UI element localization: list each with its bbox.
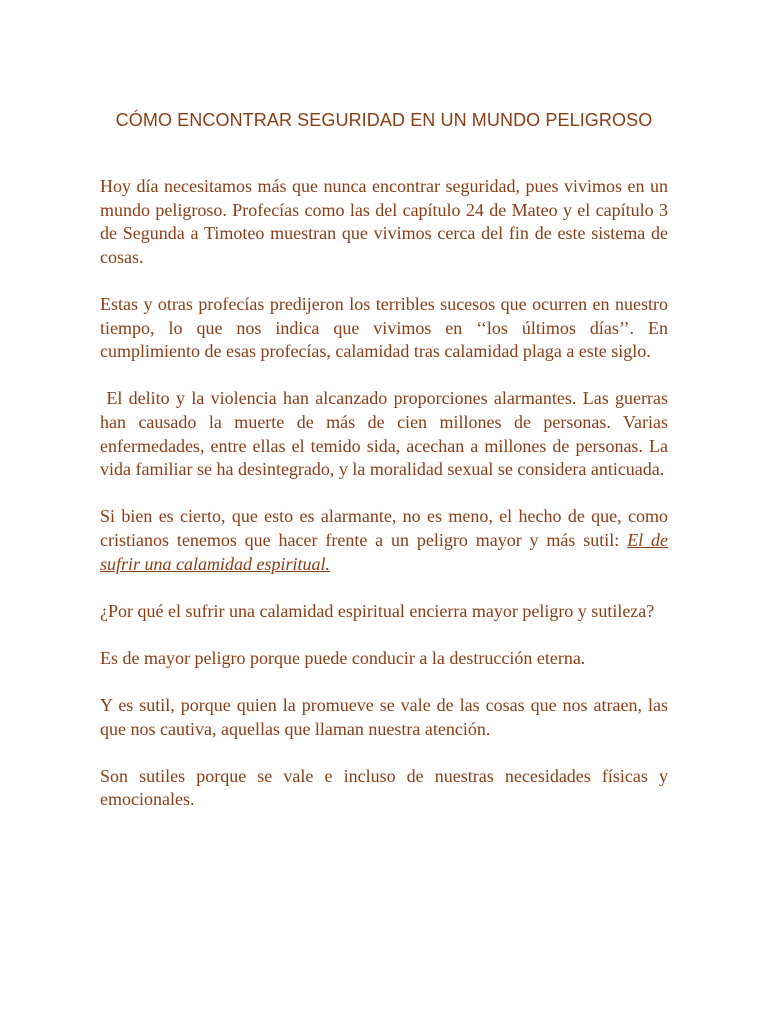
paragraph-7: Y es sutil, porque quien la promueve se vale de las cosas que nos atraen, las que nos cautiva, aquellas que llaman nuestra atención. — [100, 695, 668, 739]
paragraph-6: Es de mayor peligro porque puede conducir a la destrucción eterna. — [100, 647, 586, 668]
document-title: CÓMO ENCONTRAR SEGURIDAD EN UN MUNDO PELIGROSO — [115, 110, 653, 130]
spiritual-calamity-link[interactable]: El de sufrir una calamidad espiritual. — [100, 529, 668, 574]
paragraph-8: Son sutiles porque se vale e incluso de nuestras necesidades físicas y emocionales. — [100, 765, 668, 810]
document-body — [100, 175, 673, 836]
paragraph-4 — [100, 505, 668, 576]
paragraph-2: Estas y otras profecías predijeron los terribles sucesos que ocurren en nuestro tiempo, lo que nos indica que vivimos en ‘‘los últimos días’’. En cumplimiento de esas profecías, calamidad tras calamidad plaga a este siglo. — [100, 293, 668, 362]
paragraph-4-text: Si bien es cierto, que esto es alarmante, no es meno, el hecho de que, como cristianos tenemos que hacer frente a un peligro mayor y más sutil: — [100, 506, 668, 550]
paragraph-5: ¿Por qué el sufrir una calamidad espiritual encierra mayor peligro y sutileza? — [100, 600, 655, 621]
paragraph-3: El delito y la violencia han alcanzado proporciones alarmantes. Las guerras han causado la muerte de más de cien millones de personas. Varias enfermedades, entre ellas el temido sida, acechan a millones de personas. La vida familiar se ha desintegrado, y la moralidad sexual se considera anticuada. — [100, 388, 673, 480]
paragraph-1: Hoy día necesitamos más que nunca encontrar seguridad, pues vivimos en un mundo peligroso. Profecías como las del capítulo 24 de Mateo y el capítulo 3 de Segunda a Timoteo muestran que vivimos cerca del fin de este sistema de cosas. — [100, 176, 668, 267]
